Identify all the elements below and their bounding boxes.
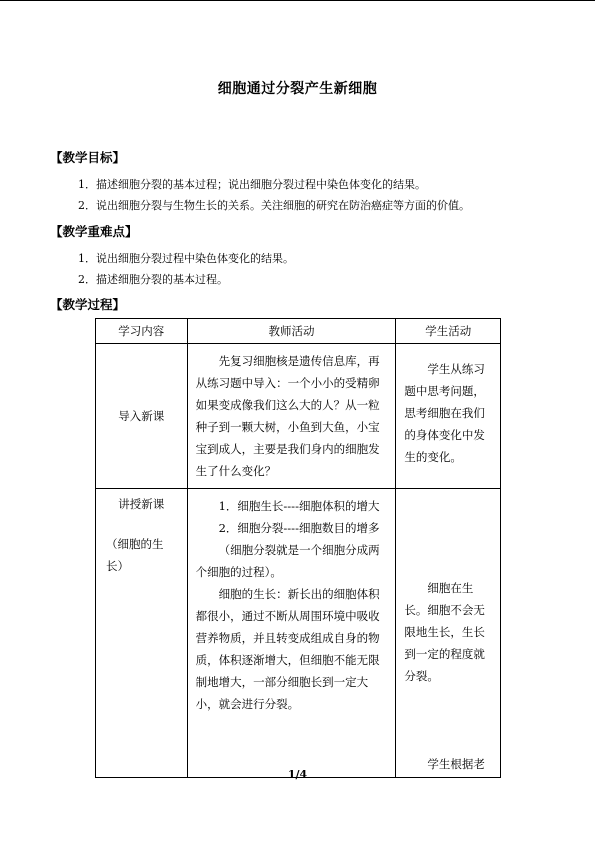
heading-teaching-process: 【教学过程】 — [50, 297, 126, 312]
row2-content-subtitle: （细胞的生长） — [106, 537, 164, 573]
header-teacher-activity: 教师活动 — [187, 319, 396, 344]
key-point-item-2: 2．描述细胞分裂的基本过程。 — [78, 273, 228, 286]
goal-item-1: 1．描述细胞分裂的基本过程；说出细胞分裂过程中染色体变化的结果。 — [78, 178, 426, 191]
row2-content-title: 讲授新课 — [118, 497, 165, 511]
heading-key-points: 【教学重难点】 — [50, 224, 138, 239]
row1-student-text: 学生从练习题中思考问题，思考细胞在我们的身体变化中发生的变化。 — [404, 362, 485, 464]
row1-teacher-cell — [187, 344, 396, 489]
page-number: 1/4 — [287, 768, 308, 781]
table-header-row — [96, 319, 501, 344]
row2-student-text: 细胞在生长。细胞不会无限地生长，生长到一定的程度就分裂。 — [404, 581, 485, 683]
table-row — [96, 489, 501, 778]
header-student-activity: 学生活动 — [396, 319, 501, 344]
teaching-process-table — [95, 318, 501, 778]
row2-teacher-line-1: 1．细胞生长----细胞体积的增大 — [218, 499, 380, 513]
goal-item-2: 2．说出细胞分裂与生物生长的关系。关注细胞的研究在防治癌症等方面的价值。 — [78, 199, 470, 212]
row2-content-cell — [96, 489, 188, 778]
row2-student-cell — [396, 489, 501, 778]
row2-teacher-line-3: （细胞分裂就是一个细胞分成两个细胞的过程）。 — [195, 543, 380, 579]
row1-student-cell — [396, 344, 501, 489]
row1-content-cell — [96, 344, 188, 489]
row2-teacher-cell — [187, 489, 396, 778]
row2-teacher-line-2: 2．细胞分裂----细胞数目的增多 — [218, 521, 380, 535]
key-point-item-1: 1．说出细胞分裂过程中染色体变化的结果。 — [78, 252, 294, 265]
heading-teaching-goals: 【教学目标】 — [50, 150, 126, 165]
document-title: 细胞通过分裂产生新细胞 — [217, 81, 378, 97]
row1-content: 导入新课 — [118, 409, 165, 423]
row1-teacher-text: 先复习细胞核是遗传信息库，再从练习题中导入：一个小小的受精卵如果变成像我们这么大的人？从一粒种子到一颗大树，小鱼到大鱼，小宝宝到成人，主要是我们身内的细胞发生了什么变化？ — [195, 354, 380, 478]
row2-student-text-cont: 学生根据老 — [427, 757, 485, 771]
header-learning-content: 学习内容 — [96, 319, 188, 344]
top-rule — [0, 0, 595, 1]
table-row — [96, 344, 501, 489]
row2-teacher-line-4: 细胞的生长：新长出的细胞体积都很小，通过不断从周围环境中吸收营养物质，并且转变成组成自身的物质，体积逐渐增大，但细胞不能无限制地增大，一部分细胞长到一定大小，就会进行分裂。 — [195, 587, 380, 711]
